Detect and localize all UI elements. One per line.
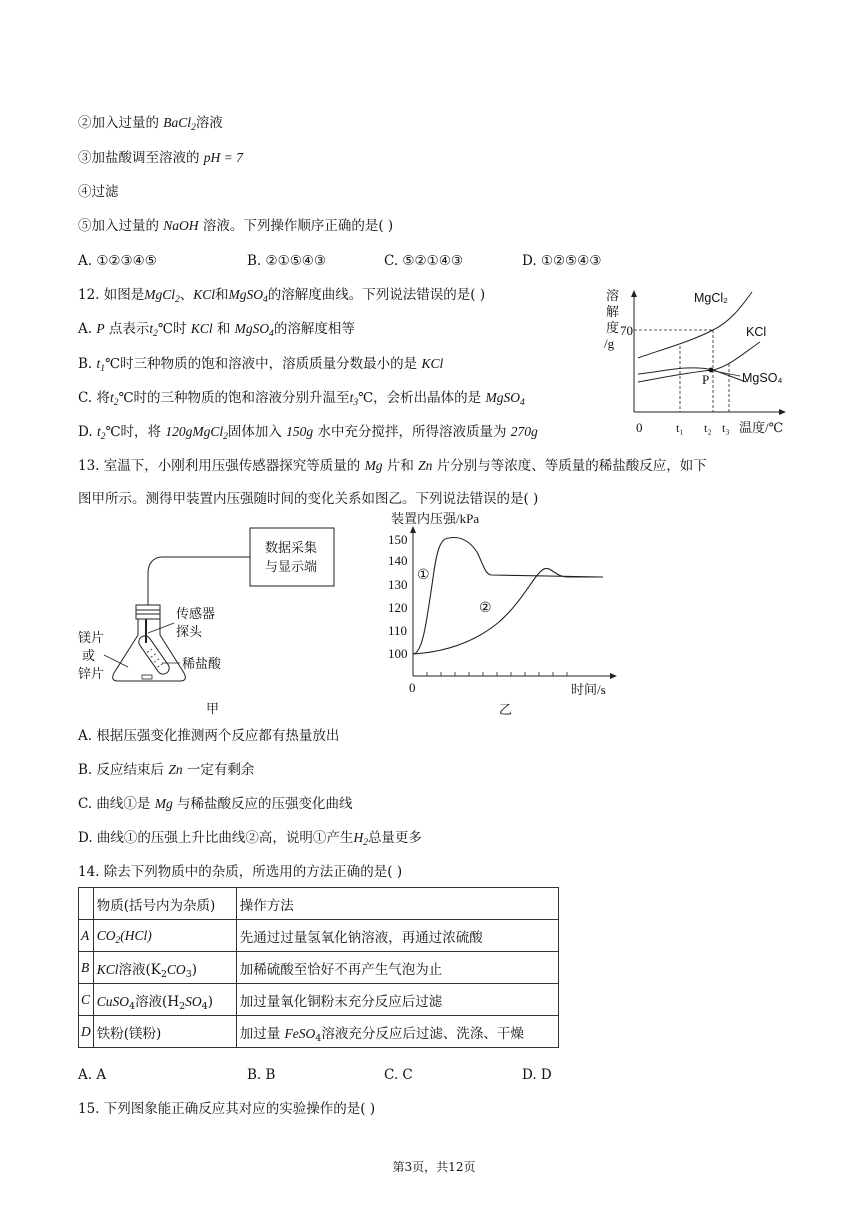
table-row [79,1016,559,1048]
flask [113,619,186,681]
table-row [79,920,559,952]
pt-y-tick-140: 140 [388,553,408,568]
row-method: 加稀硫酸至恰好不再产生气泡为止 [236,952,558,984]
label-kcl: KCl [746,325,767,339]
q11-option-c[interactable]: C. ⑤②①④③ [384,253,463,269]
q13-stem-line2: 图甲所示。测得甲装置内压强随时间的变化关系如图乙。下列说法错误的是( ) [78,491,539,507]
caption-yi: 乙 [499,702,513,717]
q15-stem: 15. 下列图象能正确反应其对应的实验操作的是( ) [78,1101,376,1117]
pt-y-tick-150: 150 [388,532,408,547]
sol-origin: 0 [636,420,643,435]
row-method: 加过量氧化铜粉末充分反应后过滤 [236,984,558,1016]
apparatus-diagram [74,525,354,720]
q14-table [78,887,559,1048]
test-tube [136,634,171,677]
table-row [79,984,559,1016]
curve-1-label: ① [417,568,430,583]
header-key [79,888,94,920]
page-footer: 第3页，共12页 [392,1160,476,1174]
pt-y-tick-120: 120 [388,600,408,615]
sol-y-label-2: 解 [606,304,620,319]
pt-x-ticks [427,672,567,676]
q13-stem-line1: 13. 室温下，小刚利用压强传感器探究等质量的 Mg 片和 Zn 片分别与等浓度、等质量的稀盐酸反应，如下 [78,458,707,474]
sensor-cable [148,557,250,605]
metal-label-3: 锌片 [78,666,105,681]
row-key: C [79,984,94,1016]
sol-y-label-4: /g [604,336,615,351]
q12-option-b[interactable]: B. $t_1℃$时三种物质的饱和溶液中，溶质质量分数最小的是 KCl [78,356,444,374]
sol-y-arrow [631,290,637,297]
row-substance: KCl溶液$(K_2CO_3)$ [93,952,236,984]
sol-y-tick-70: 70 [620,323,633,338]
sol-y-label-1: 溶 [606,288,620,303]
sol-x-label: 温度/℃ [739,420,784,435]
q11-option-d[interactable]: D. ①②⑤④③ [522,253,602,269]
curve-2-label: ② [479,601,492,616]
label-mgso4: MgSO₄ [742,371,783,385]
q13-option-d[interactable]: D. 曲线①的压强上升比曲线②高，说明①产生$H_2$总量更多 [78,830,422,848]
q14-stem: 14. 除去下列物质中的杂质，所选用的方法正确的是( ) [78,864,403,880]
q13-option-a[interactable]: A. 根据压强变化推测两个反应都有热量放出 [78,728,340,744]
stopper [136,605,160,619]
pt-origin: 0 [409,680,416,695]
data-box-line1: 数据采集 [265,540,318,555]
row-substance: 铁粉(镁粉) [93,1016,236,1048]
q14-option-c[interactable]: C. C [384,1067,413,1083]
curve-1 [413,538,603,654]
point-p-label: P [702,372,710,387]
sensor-leader [148,623,174,633]
sol-x-arrow [779,409,786,415]
sensor-label-2: 探头 [176,624,203,639]
metal-piece [142,675,152,679]
data-box-line2: 与显示端 [265,559,318,574]
pressure-time-chart [375,508,625,720]
label-mgcl2: MgCl₂ [694,291,729,305]
q14-option-b[interactable]: B. B [247,1067,276,1083]
q12-stem: 12. 如图是MgCl$_2$、KCl和MgSO$_4$的溶解度曲线。下列说法错误的是( ) [78,287,486,305]
q12-option-d[interactable]: D. $t_2℃$时，将 120gMgCl$_2$固体加入 150g 水中充分搅拌，所得溶液质量为 270g [78,424,538,442]
q14-option-a[interactable]: A. A [78,1067,107,1083]
metal-label-2: 或 [82,648,96,663]
q13-option-b[interactable]: B. 反应结束后 Zn 一定有剩余 [78,762,255,778]
curve-mgso4 [638,368,746,382]
q11-step3: ③加盐酸调至溶液的 pH = 7 [78,150,243,166]
sol-y-label-3: 度 [606,320,620,335]
pt-y-tick-130: 130 [388,577,408,592]
q13-option-c[interactable]: C. 曲线①是 Mg 与稀盐酸反应的压强变化曲线 [78,796,353,812]
data-box [250,528,334,586]
table-row [79,952,559,984]
point-p [709,368,714,373]
metal-label-1: 镁片 [78,630,105,645]
row-method: 先通过过量氢氧化钠溶液，再通过浓硫酸 [236,920,558,952]
solubility-chart [600,284,800,442]
sensor-label-1: 传感器 [176,606,216,621]
caption-jia: 甲 [206,701,220,716]
q11-step4: ④过滤 [78,184,119,200]
pt-y-tick-100: 100 [388,646,408,661]
table-header-row [79,888,559,920]
sol-x-tick-t1: t₁ [676,421,684,435]
acid-label: 稀盐酸 [182,656,222,671]
q12-option-c[interactable]: C. 将$t_2℃$时的三种物质的饱和溶液分别升温至$t_3℃$，会析出晶体的是 MgSO$_4$ [78,390,525,408]
header-method: 操作方法 [236,888,558,920]
q12-option-a[interactable]: A. P 点表示$t_2℃$时 KCl 和 MgSO$_4$的溶解度相等 [78,321,355,339]
curve-2 [413,568,603,654]
sol-x-tick-t2: t₂ [704,421,712,435]
row-method: 加过量 FeSO$_4$溶液充分反应后过滤、洗涤、干燥 [236,1016,558,1048]
sol-x-tick-t3: t₃ [722,421,730,435]
row-key: D [79,1016,94,1048]
q14-option-d[interactable]: D. D [522,1067,552,1083]
pt-x-arrow [610,673,617,679]
q11-step2: ②加入过量的 BaCl$_2$溶液 [78,115,223,133]
pt-y-arrow [410,526,416,533]
row-substance: $CO_2(HCl)$ [93,920,236,952]
header-substance: 物质(括号内为杂质) [93,888,236,920]
pt-y-label: 装置内压强/kPa [391,511,480,526]
q11-step5: ⑤加入过量的 NaOH 溶液。下列操作顺序正确的是( ) [78,218,394,234]
q11-option-a[interactable]: A. ①②③④⑤ [78,253,157,269]
sol-y-label [604,288,619,351]
row-key: B [79,952,94,984]
row-key: A [79,920,94,952]
q11-option-b[interactable]: B. ②①⑤④③ [247,253,327,269]
pt-y-tick-110: 110 [388,623,408,638]
pt-x-label: 时间/s [571,682,606,697]
row-substance: CuSO$_4$溶液$(H_2SO_4)$ [93,984,236,1016]
